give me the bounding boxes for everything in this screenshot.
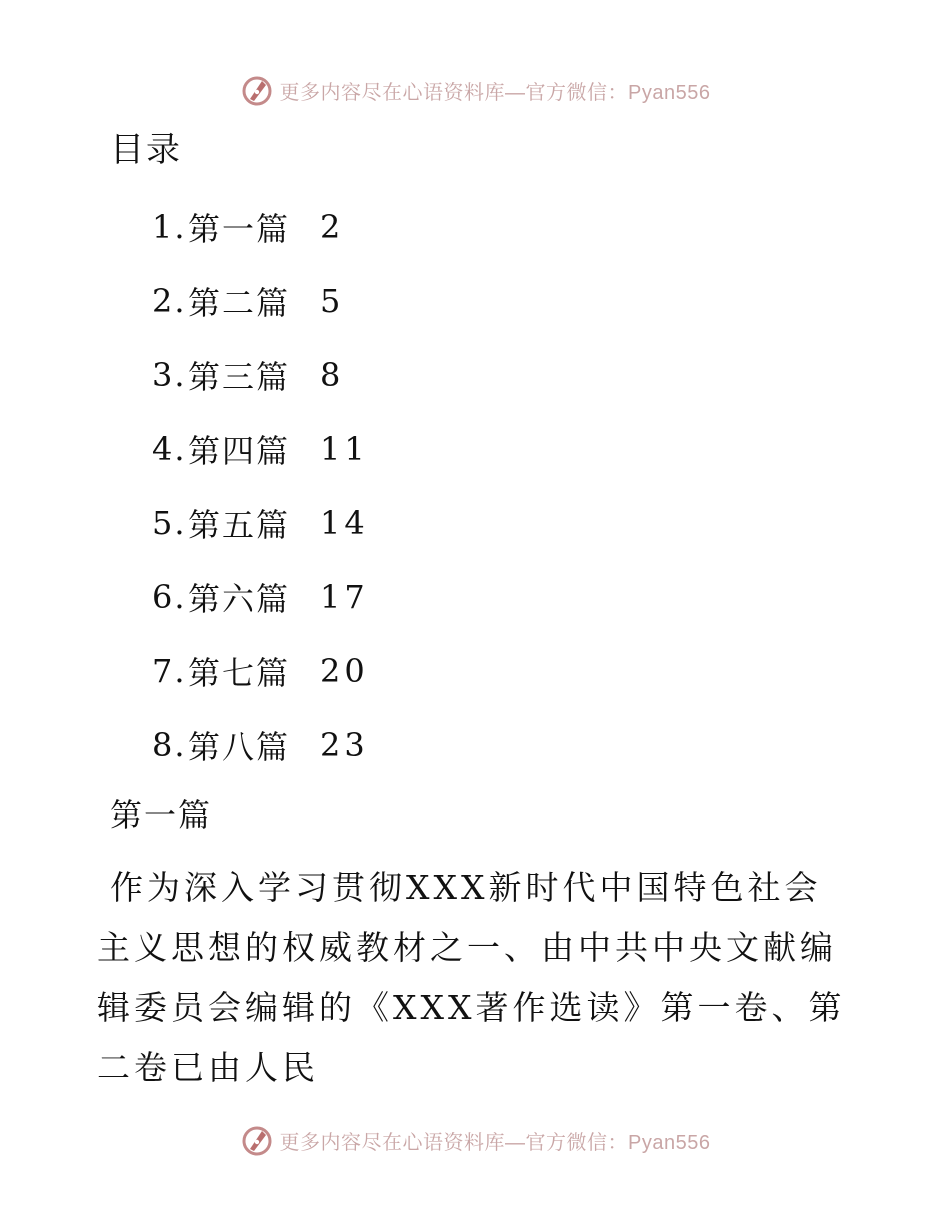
- toc-item-page: 8: [320, 356, 345, 394]
- toc-item-number: 8.: [152, 726, 187, 764]
- toc-item-number: 5.: [152, 504, 187, 542]
- toc-item-number: 1.: [152, 208, 187, 246]
- toc-item-page: 2: [320, 208, 345, 246]
- toc-item-number: 2.: [152, 282, 187, 320]
- pen-nib-logo-icon: [240, 1123, 274, 1157]
- toc-item[interactable]: [152, 708, 369, 782]
- section-title: 第一篇: [110, 796, 213, 834]
- toc-item-number: 7.: [152, 652, 187, 690]
- toc-item-page: 17: [320, 578, 369, 616]
- toc-item-label: 第三篇: [188, 358, 291, 396]
- toc-item-number: 6.: [152, 578, 187, 616]
- toc-item-label: 第八篇: [188, 728, 291, 766]
- toc-item-label: 第一篇: [188, 210, 291, 248]
- toc-item-page: 5: [320, 282, 345, 320]
- toc-item-number: 3.: [152, 356, 187, 394]
- toc-item-page: 11: [320, 430, 369, 468]
- toc-item-label: 第四篇: [188, 432, 291, 470]
- toc-item[interactable]: [152, 634, 369, 708]
- toc-item[interactable]: [152, 412, 369, 486]
- paragraph-text: 作为深入学习贯彻XXX新时代中国特色社会主义思想的权威教材之一、由中共中央文献编辑委员会编辑的《XXX著作选读》第一卷、第二卷已由人民: [97, 868, 846, 1087]
- toc-item-page: 20: [320, 652, 369, 690]
- watermark-footer: [0, 1120, 950, 1160]
- toc-list: [152, 190, 369, 782]
- toc-item[interactable]: [152, 486, 369, 560]
- pen-nib-logo-icon: [240, 73, 274, 107]
- toc-item[interactable]: [152, 560, 369, 634]
- toc-item-page: 23: [320, 726, 369, 764]
- toc-item-label: 第七篇: [188, 654, 291, 692]
- toc-item-number: 4.: [152, 430, 187, 468]
- toc-item-page: 14: [320, 504, 369, 542]
- body-paragraph: [97, 858, 857, 1098]
- toc-item-label: 第二篇: [188, 284, 291, 322]
- toc-title: 目录: [110, 130, 182, 170]
- toc-item[interactable]: [152, 190, 369, 264]
- watermark-text: 更多内容尽在心语资料库—官方微信：Pyan556: [279, 1131, 711, 1154]
- toc-item-label: 第六篇: [188, 580, 291, 618]
- toc-item[interactable]: [152, 264, 369, 338]
- toc-item-label: 第五篇: [188, 506, 291, 544]
- toc-item[interactable]: [152, 338, 369, 412]
- watermark-header: [0, 70, 950, 110]
- watermark-text: 更多内容尽在心语资料库—官方微信：Pyan556: [279, 81, 711, 104]
